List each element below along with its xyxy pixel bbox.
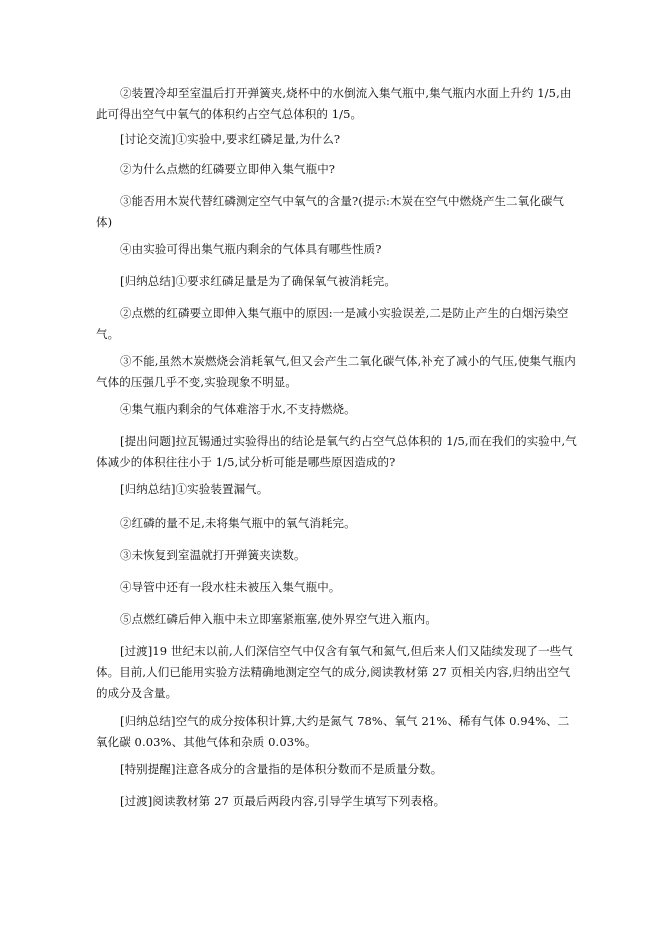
paragraph-5: ④由实验可得出集气瓶内剩余的气体具有哪些性质? — [120, 242, 382, 256]
paragraph-2: [讨论交流]①实验中,要求红磷足量,为什么? — [120, 132, 341, 146]
paragraph-8: ③不能,虽然木炭燃烧会消耗氧气,但又会产生二氧化碳气体,补充了减小的气压,使集气瓶内气体的压强几乎不变,实验现象不明显。 — [96, 354, 576, 389]
paragraph-12: ②红磷的量不足,未将集气瓶中的氧气消耗完。 — [120, 516, 356, 530]
paragraph-9: ④集气瓶内剩余的气体难溶于水,不支持燃烧。 — [120, 402, 356, 416]
paragraph-4: ③能否用木炭代替红磷测定空气中氧气的含量?(提示:木炭在空气中燃烧产生二氧化碳气体) — [96, 194, 565, 229]
paragraph-6: [归纳总结]①要求红磷足量是为了确保氧气被消耗完。 — [120, 274, 396, 288]
paragraph-18: [特别提醒]注意各成分的含量指的是体积分数而不是质量分数。 — [120, 762, 443, 776]
paragraph-7: ②点燃的红磷要立即伸入集气瓶中的原因:一是减小实验误差,二是防止产生的白烟污染空气。 — [96, 306, 569, 341]
paragraph-3: ②为什么点燃的红磷要立即伸入集气瓶中? — [120, 162, 336, 176]
paragraph-19: [过渡]阅读教材第 27 页最后两段内容,引导学生填写下列表格。 — [120, 794, 446, 808]
paragraph-15: ⑤点燃红磷后伸入瓶中未立即塞紧瓶塞,使外界空气进入瓶内。 — [120, 612, 437, 626]
paragraph-1: ②装置冷却至室温后打开弹簧夹,烧杯中的水倒流入集气瓶中,集气瓶内水面上升约 1/5,由此可得出空气中氧气的体积约占空气总体积的 1/5。 — [96, 86, 572, 121]
paragraph-11: [归纳总结]①实验装置漏气。 — [120, 482, 269, 496]
paragraph-14: ④导管中还有一段水柱未被压入集气瓶中。 — [120, 580, 341, 594]
paragraph-13: ③未恢复到室温就打开弹簧夹读数。 — [120, 548, 306, 562]
paragraph-17: [归纳总结]空气的成分按体积计算,大约是氮气 78%、氧气 21%、稀有气体 0.94%、二氧化碳 0.03%、其他气体和杂质 0.03%。 — [96, 714, 570, 749]
paragraph-10: [提出问题]拉瓦锡通过实验得出的结论是氧气约占空气总体积的 1/5,而在我们的实验中,气体减少的体积往往小于 1/5,试分析可能是哪些原因造成的? — [96, 434, 577, 469]
paragraph-16: [过渡]19 世纪末以前,人们深信空气中仅含有氧气和氮气,但后来人们又陆续发现了一些气体。目前,人们已能用实验方法精确地测定空气的成分,阅读教材第 27 页相关内容,归纳出空气的成分及含量。 — [96, 644, 573, 700]
